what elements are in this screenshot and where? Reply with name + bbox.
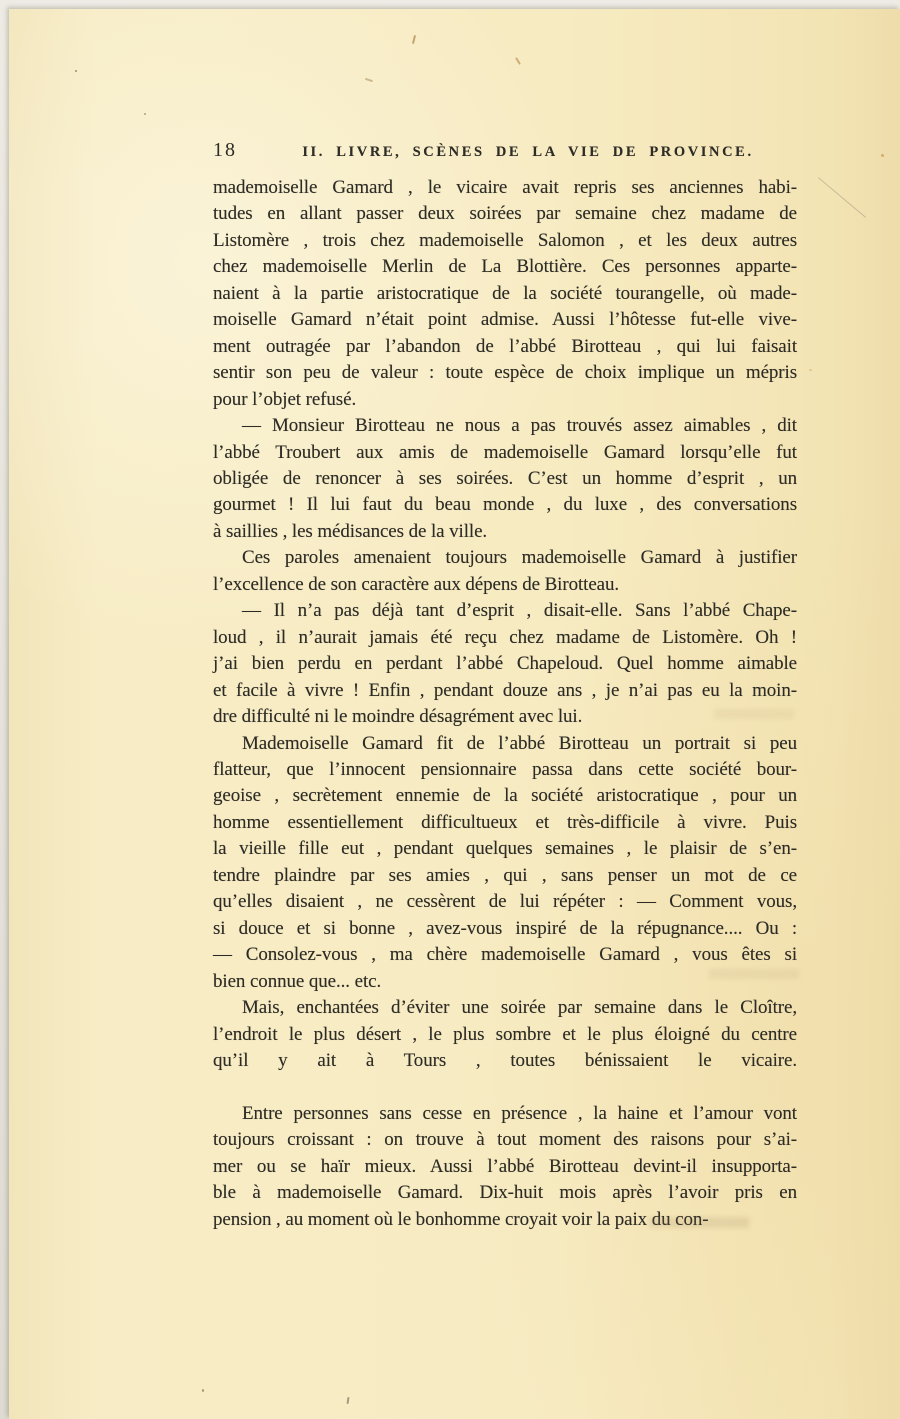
text-line: pour l’objet refusé. [213,388,357,410]
text-line: l’endroit le plus désert , le plus sombre et le plus éloigné du centre [213,1023,797,1045]
text-line: geoise , secrètement ennemie de la société aristocratique , pour un [213,785,797,807]
text-line: Ces paroles amenaient toujours mademoiselle Gamard à justifier [242,547,797,569]
text-line: ble à mademoiselle Gamard. Dix-huit mois après l’avoir pris en [213,1182,797,1204]
text-line: qu’elles disaient , ne cessèrent de lui répéter : — Comment vous, [213,891,797,913]
text-line: ment outragée par l’abandon de l’abbé Birotteau , qui lui faisait [213,335,797,357]
text-line: Listomère , trois chez mademoiselle Salomon , et les deux autres [213,229,797,251]
text-line: toujours croissant : on trouve à tout moment des raisons pour s’ai- [213,1129,797,1151]
text-line: l’abbé Troubert aux amis de mademoiselle Gamard lorsqu’elle fut [213,441,797,463]
text-line: flatteur, que l’innocent pensionnaire passa dans cette société bour- [213,758,797,780]
paper-speck [144,113,146,115]
text-line: homme essentiellement difficultueux et très-difficile à vivre. Puis [213,811,797,833]
paper-fiber-speck [515,57,521,65]
text-line: Entre personnes sans cesse en présence , la haine et l’amour vont [242,1102,797,1124]
text-line: mer ou se haïr mieux. Aussi l’abbé Birotteau devint-il insupporta- [213,1155,797,1177]
text-line [213,1074,797,1100]
paper-speck [75,70,77,72]
paper-fiber-speck [347,1397,350,1404]
paper-speck [809,369,812,371]
page-body-text [213,175,797,1233]
page-header [213,139,797,162]
text-line: — Monsieur Birotteau ne nous a pas trouvés assez aimables , dit [242,415,797,437]
text-line: mademoiselle Gamard , le vicaire avait repris ses anciennes habi- [213,177,797,198]
page-number: 18 [213,139,237,161]
paper-speck [881,154,884,157]
paper-fiber-speck [365,78,373,82]
text-line: l’excellence de son caractère aux dépens de Birotteau. [213,573,620,595]
text-line: pension , au moment où le bonhomme croyait voir la paix du con- [213,1208,709,1230]
text-line: la vieille fille eut , pendant quelques semaines , le plaisir de s’en- [213,838,797,860]
text-line: loud , il n’aurait jamais été reçu chez madame de Listomère. Oh ! [213,626,797,648]
running-title: II. LIVRE, SCÈNES DE LA VIE DE PROVINCE. [302,144,754,160]
text-line: — Il n’a pas déjà tant d’esprit , disait-elle. Sans l’abbé Chape- [242,600,797,622]
text-line: à saillies , les médisances de la ville. [213,520,488,542]
text-line: — Consolez-vous , ma chère mademoiselle Gamard , vous êtes si [213,944,797,966]
text-line: obligée de renoncer à ses soirées. C’est un homme d’esprit , un [213,467,797,489]
text-line: Mademoiselle Gamard fit de l’abbé Birotteau un portrait si peu [242,732,797,754]
text-line: bien connue que... etc. [213,970,382,992]
paper-speck [202,1389,204,1392]
text-line: dre difficulté ni le moindre désagrément avec lui. [213,706,583,728]
text-line: naient à la partie aristocratique de la société tourangelle, où made- [213,282,797,304]
text-line: chez mademoiselle Merlin de La Blottière. Ces personnes apparte- [213,256,797,278]
text-line: si douce et si bonne , avez-vous inspiré de la répugnance.... Ou : [213,917,797,939]
text-line: et facile à vivre ! Enfin , pendant douze ans , je n’ai pas eu la moin- [213,679,797,701]
text-line: qu’il y ait à Tours , toutes bénissaient le vicaire. [213,1049,797,1071]
text-line: tudes en allant passer deux soirées par semaine chez madame de [213,203,797,225]
text-line: j’ai bien perdu en perdant l’abbé Chapeloud. Quel homme aimable [213,653,797,675]
paper-fiber-speck [412,35,416,44]
text-line: sentir son peu de valeur : toute espèce de choix implique un mépris [213,362,797,384]
text-line: gourmet ! Il lui faut du beau monde , du luxe , des conversations [213,494,797,516]
scratch-mark [818,177,866,218]
text-line: Mais, enchantées d’éviter une soirée par semaine dans le Cloître, [242,997,797,1019]
text-line: tendre plaindre par ses amies , qui , sans penser un mot de ce [213,864,797,886]
book-page [9,9,900,1419]
text-line: moiselle Gamard n’était point admise. Aussi l’hôtesse fut-elle vive- [213,309,797,331]
